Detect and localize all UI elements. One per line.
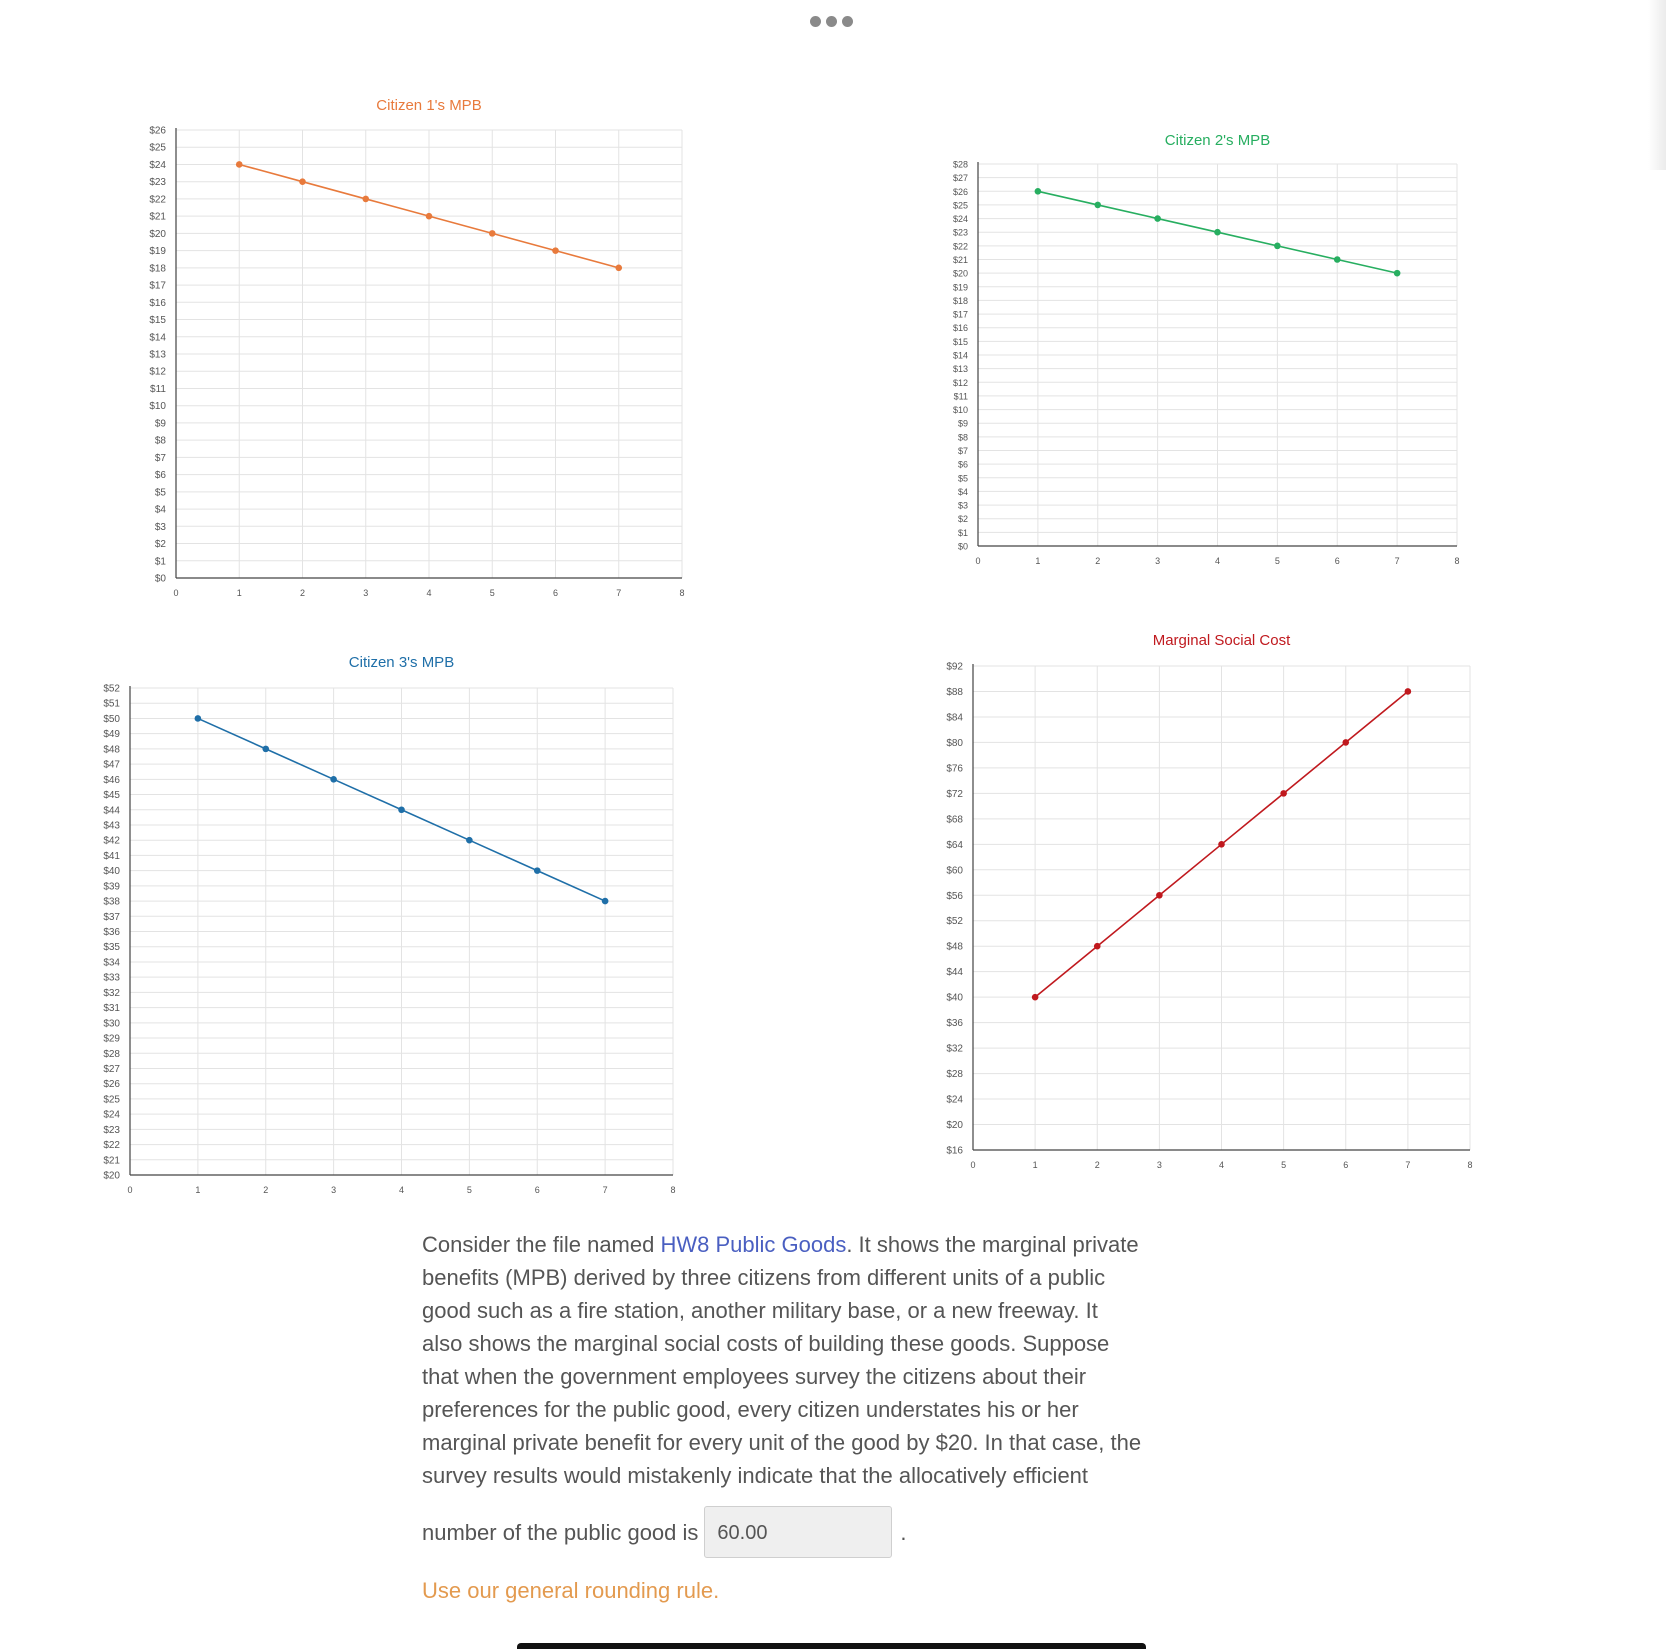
y-tick-label: $15 (149, 315, 166, 327)
y-tick-label: $28 (952, 159, 968, 170)
y-tick-label: $27 (952, 173, 968, 184)
x-tick-label: 4 (398, 1185, 405, 1195)
chart-title: Marginal Social Cost (1152, 632, 1291, 649)
y-tick-label: $8 (957, 432, 968, 443)
x-tick-label: 3 (331, 1185, 337, 1195)
x-tick-label: 8 (670, 1185, 676, 1195)
y-tick-label: $2 (957, 514, 968, 525)
data-point (1218, 841, 1225, 848)
y-tick-label: $72 (946, 788, 963, 800)
y-tick-label: $48 (946, 941, 963, 953)
y-tick-label: $15 (952, 336, 968, 347)
x-tick-label: 2 (1094, 1160, 1100, 1170)
y-tick-label: $24 (103, 1109, 120, 1121)
x-tick-label: 3 (1156, 1160, 1162, 1170)
y-tick-label: $5 (957, 473, 968, 484)
y-tick-label: $4 (957, 486, 968, 497)
data-point (1156, 892, 1163, 899)
y-tick-label: $25 (952, 200, 968, 211)
x-tick-label: 0 (975, 556, 981, 566)
y-tick-label: $20 (103, 1170, 120, 1182)
y-tick-label: $44 (103, 805, 120, 817)
y-tick-label: $40 (946, 992, 963, 1004)
y-tick-label: $29 (103, 1033, 120, 1045)
x-tick-label: 8 (679, 588, 685, 598)
y-tick-label: $64 (946, 839, 963, 851)
x-tick-label: 6 (534, 1185, 540, 1195)
y-tick-label: $14 (149, 332, 166, 344)
y-tick-label: $60 (946, 865, 963, 877)
y-tick-label: $5 (154, 487, 166, 499)
data-point (1032, 994, 1039, 1001)
y-tick-label: $68 (946, 814, 963, 826)
y-tick-label: $46 (103, 774, 120, 786)
y-tick-label: $51 (103, 698, 120, 710)
y-tick-label: $35 (103, 942, 120, 954)
y-tick-label: $12 (149, 366, 166, 378)
chart-title: Citizen 3's MPB (348, 654, 455, 671)
x-tick-label: 1 (1032, 1160, 1038, 1170)
y-tick-label: $13 (149, 349, 166, 361)
y-tick-label: $31 (103, 1003, 120, 1015)
rounding-rule-link[interactable]: Use our general rounding rule. (422, 1578, 720, 1603)
y-tick-label: $26 (103, 1079, 120, 1091)
y-tick-label: $3 (154, 521, 166, 533)
y-tick-label: $39 (103, 881, 120, 893)
x-tick-label: 5 (489, 588, 495, 598)
x-tick-label: 5 (1274, 556, 1280, 566)
y-tick-label: $40 (103, 866, 120, 878)
y-tick-label: $21 (952, 255, 968, 265)
y-tick-label: $44 (946, 967, 963, 979)
answer-input[interactable]: 60.00 (704, 1506, 892, 1558)
y-tick-label: $49 (103, 729, 120, 741)
x-tick-label: 7 (1405, 1160, 1411, 1170)
y-tick-label: $16 (952, 323, 968, 334)
y-tick-label: $28 (946, 1069, 963, 1081)
chart-title: Citizen 2's MPB (1164, 132, 1271, 149)
y-tick-label: $26 (149, 125, 166, 137)
x-tick-label: 6 (1334, 556, 1340, 566)
y-tick-label: $1 (957, 527, 968, 538)
y-tick-label: $11 (150, 383, 166, 395)
y-tick-label: $22 (103, 1140, 120, 1152)
y-tick-label: $23 (952, 227, 968, 238)
x-tick-label: 1 (195, 1185, 201, 1195)
y-tick-label: $19 (149, 246, 166, 258)
data-point (1094, 943, 1101, 950)
y-tick-label: $17 (952, 309, 968, 320)
y-tick-label: $30 (103, 1018, 120, 1030)
y-tick-label: $1 (154, 556, 166, 568)
y-tick-label: $17 (149, 280, 166, 292)
x-tick-label: 6 (1343, 1160, 1349, 1170)
side-panel-edge (1648, 0, 1666, 170)
y-tick-label: $4 (154, 504, 166, 516)
x-tick-label: 1 (236, 588, 242, 598)
y-tick-label: $32 (103, 987, 120, 999)
x-tick-label: 0 (970, 1160, 976, 1170)
y-tick-label: $22 (952, 241, 968, 252)
y-tick-label: $52 (103, 683, 120, 695)
y-tick-label: $6 (154, 470, 166, 482)
y-tick-label: $24 (946, 1094, 963, 1106)
question-text (422, 1228, 1142, 1558)
y-tick-label: $8 (154, 435, 166, 447)
y-tick-label: $43 (103, 820, 120, 832)
y-tick-label: $45 (103, 790, 120, 802)
x-tick-label: 5 (1281, 1160, 1287, 1170)
chart-title: Citizen 1's MPB (376, 97, 482, 114)
x-tick-label: 7 (616, 588, 622, 598)
y-tick-label: $9 (154, 418, 166, 430)
y-tick-label: $38 (103, 896, 120, 908)
y-tick-label: $80 (946, 737, 963, 749)
y-tick-label: $41 (103, 850, 120, 862)
x-tick-label: 7 (1394, 556, 1400, 566)
y-tick-label: $14 (952, 350, 968, 361)
y-tick-label: $0 (957, 541, 968, 552)
question-part-1: Consider the file named (422, 1232, 661, 1257)
x-tick-label: 2 (1095, 556, 1101, 566)
y-tick-label: $20 (149, 228, 166, 240)
y-tick-label: $18 (952, 295, 968, 306)
y-tick-label: $19 (952, 282, 968, 293)
y-tick-label: $36 (103, 927, 120, 938)
y-tick-label: $12 (952, 377, 968, 388)
x-tick-label: 1 (1035, 556, 1041, 566)
hw8-public-goods-link[interactable]: HW8 Public Goods (660, 1232, 847, 1257)
x-tick-label: 4 (1218, 1160, 1225, 1170)
x-tick-label: 2 (299, 588, 306, 598)
y-tick-label: $84 (946, 712, 963, 724)
question-period: . (900, 1519, 907, 1545)
x-tick-label: 7 (602, 1185, 608, 1195)
y-tick-label: $47 (103, 759, 120, 771)
y-tick-label: $21 (103, 1155, 120, 1167)
y-tick-label: $11 (953, 391, 968, 402)
y-tick-label: $3 (957, 500, 968, 511)
y-tick-label: $13 (952, 364, 968, 375)
y-tick-label: $52 (946, 916, 963, 928)
x-tick-label: 6 (552, 588, 559, 598)
question-part-3: number of the public good is (422, 1519, 699, 1545)
y-tick-label: $42 (103, 835, 120, 847)
x-tick-label: 8 (1454, 556, 1460, 566)
y-tick-label: $7 (957, 446, 968, 456)
x-tick-label: 3 (1155, 556, 1161, 566)
x-tick-label: 4 (426, 588, 432, 598)
y-tick-label: $21 (149, 211, 166, 223)
y-tick-label: $7 (154, 452, 166, 464)
y-tick-label: $76 (946, 763, 963, 775)
x-tick-label: 0 (127, 1185, 133, 1195)
home-indicator (517, 1643, 1146, 1649)
y-tick-label: $0 (154, 573, 166, 585)
y-tick-label: $56 (946, 890, 963, 902)
y-tick-label: $33 (103, 972, 120, 984)
y-tick-label: $24 (149, 159, 166, 171)
y-tick-label: $36 (946, 1018, 963, 1030)
data-point (1405, 688, 1412, 695)
y-tick-label: $10 (952, 405, 968, 416)
y-tick-label: $48 (103, 744, 120, 756)
x-tick-label: 8 (1467, 1160, 1473, 1170)
x-tick-label: 0 (173, 588, 179, 598)
y-tick-label: $25 (103, 1094, 120, 1106)
y-tick-label: $20 (952, 268, 968, 279)
y-tick-label: $23 (149, 177, 166, 189)
y-tick-label: $88 (946, 686, 963, 698)
y-tick-label: $34 (103, 957, 120, 969)
x-tick-label: 3 (363, 588, 369, 598)
y-tick-label: $37 (103, 911, 120, 923)
question-part-2: . It shows the marginal private benefits (MPB) derived by three citizens from different units of a public good such as a fire station, another military base, or a new freeway. It also shows the marginal social costs of building these goods. Suppose that when the government employees survey the citizens about their preferences for the public good, every citizen understates his or her marginal private benefit for every unit of the good by $20. In that case, the survey results would mistakenly indicate that the allocatively efficient (422, 1232, 1142, 1488)
y-tick-label: $32 (946, 1043, 963, 1055)
y-tick-label: $18 (149, 263, 166, 275)
x-tick-label: 2 (263, 1185, 269, 1195)
y-tick-label: $16 (946, 1145, 963, 1157)
x-tick-label: 5 (466, 1185, 472, 1195)
y-tick-label: $24 (952, 214, 968, 225)
y-tick-label: $26 (952, 186, 968, 197)
y-tick-label: $2 (154, 539, 166, 551)
y-tick-label: $6 (957, 459, 968, 470)
y-tick-label: $27 (103, 1063, 120, 1075)
y-tick-label: $10 (149, 401, 166, 413)
y-tick-label: $23 (103, 1124, 120, 1136)
answer-line (422, 1506, 1142, 1558)
data-point (1280, 790, 1287, 797)
x-tick-label: 4 (1214, 556, 1221, 566)
y-tick-label: $25 (149, 142, 166, 154)
y-tick-label: $92 (946, 661, 963, 673)
y-tick-label: $50 (103, 713, 120, 725)
y-tick-label: $16 (149, 297, 166, 309)
y-tick-label: $22 (149, 194, 166, 206)
y-tick-label: $9 (957, 418, 968, 429)
data-point (1342, 739, 1349, 746)
y-tick-label: $28 (103, 1048, 120, 1060)
y-tick-label: $20 (946, 1120, 963, 1132)
